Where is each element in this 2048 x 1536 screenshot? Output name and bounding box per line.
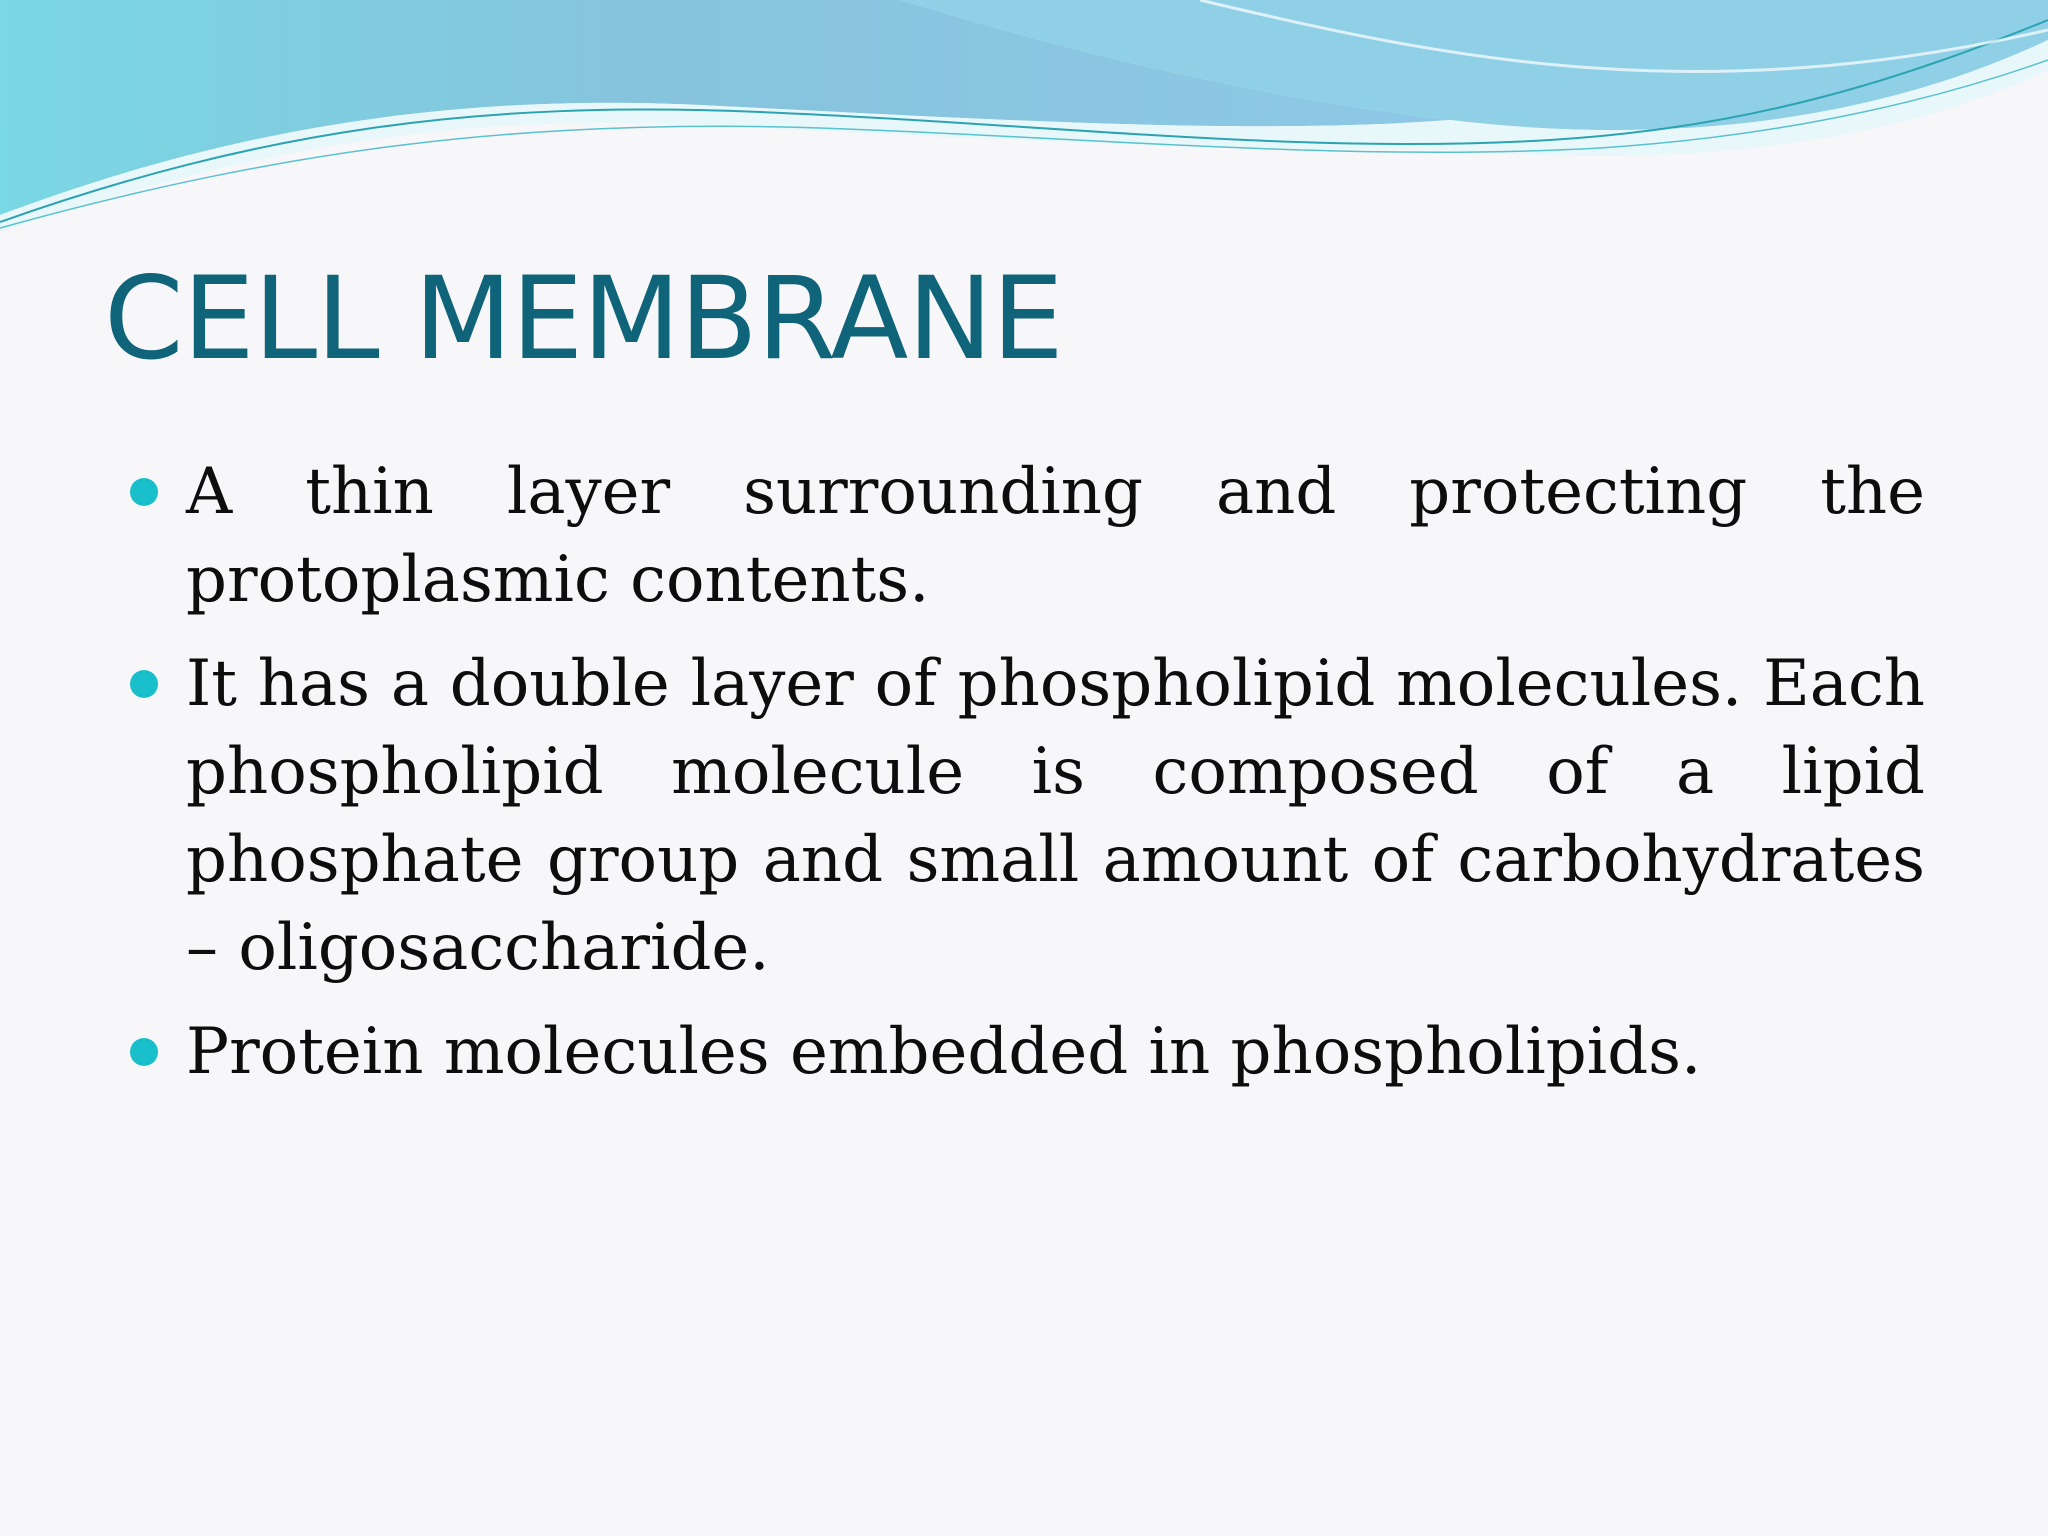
bullet-dot-icon	[130, 670, 158, 698]
header-wave-decoration	[0, 0, 2048, 240]
bullet-text: Protein molecules embedded in phospholipids.	[186, 1015, 1702, 1089]
slide-title: CELL MEMBRANE	[104, 252, 1063, 385]
bullet-text: It has a double layer of phospholipid molecules. Each phospholipid molecule is composed of a lipid phosphate group and small amount of carbohydrates – oligosaccharide.	[186, 647, 1925, 985]
bullet-dot-icon	[130, 1038, 158, 1066]
bullet-item-1	[128, 448, 1925, 624]
bullet-text: A thin layer surrounding and protecting the protoplasmic contents.	[186, 455, 1925, 617]
bullet-item-3	[128, 1008, 1925, 1096]
bullet-item-2	[128, 640, 1925, 992]
bullet-dot-icon	[130, 478, 158, 506]
bullet-list	[128, 448, 1925, 1112]
